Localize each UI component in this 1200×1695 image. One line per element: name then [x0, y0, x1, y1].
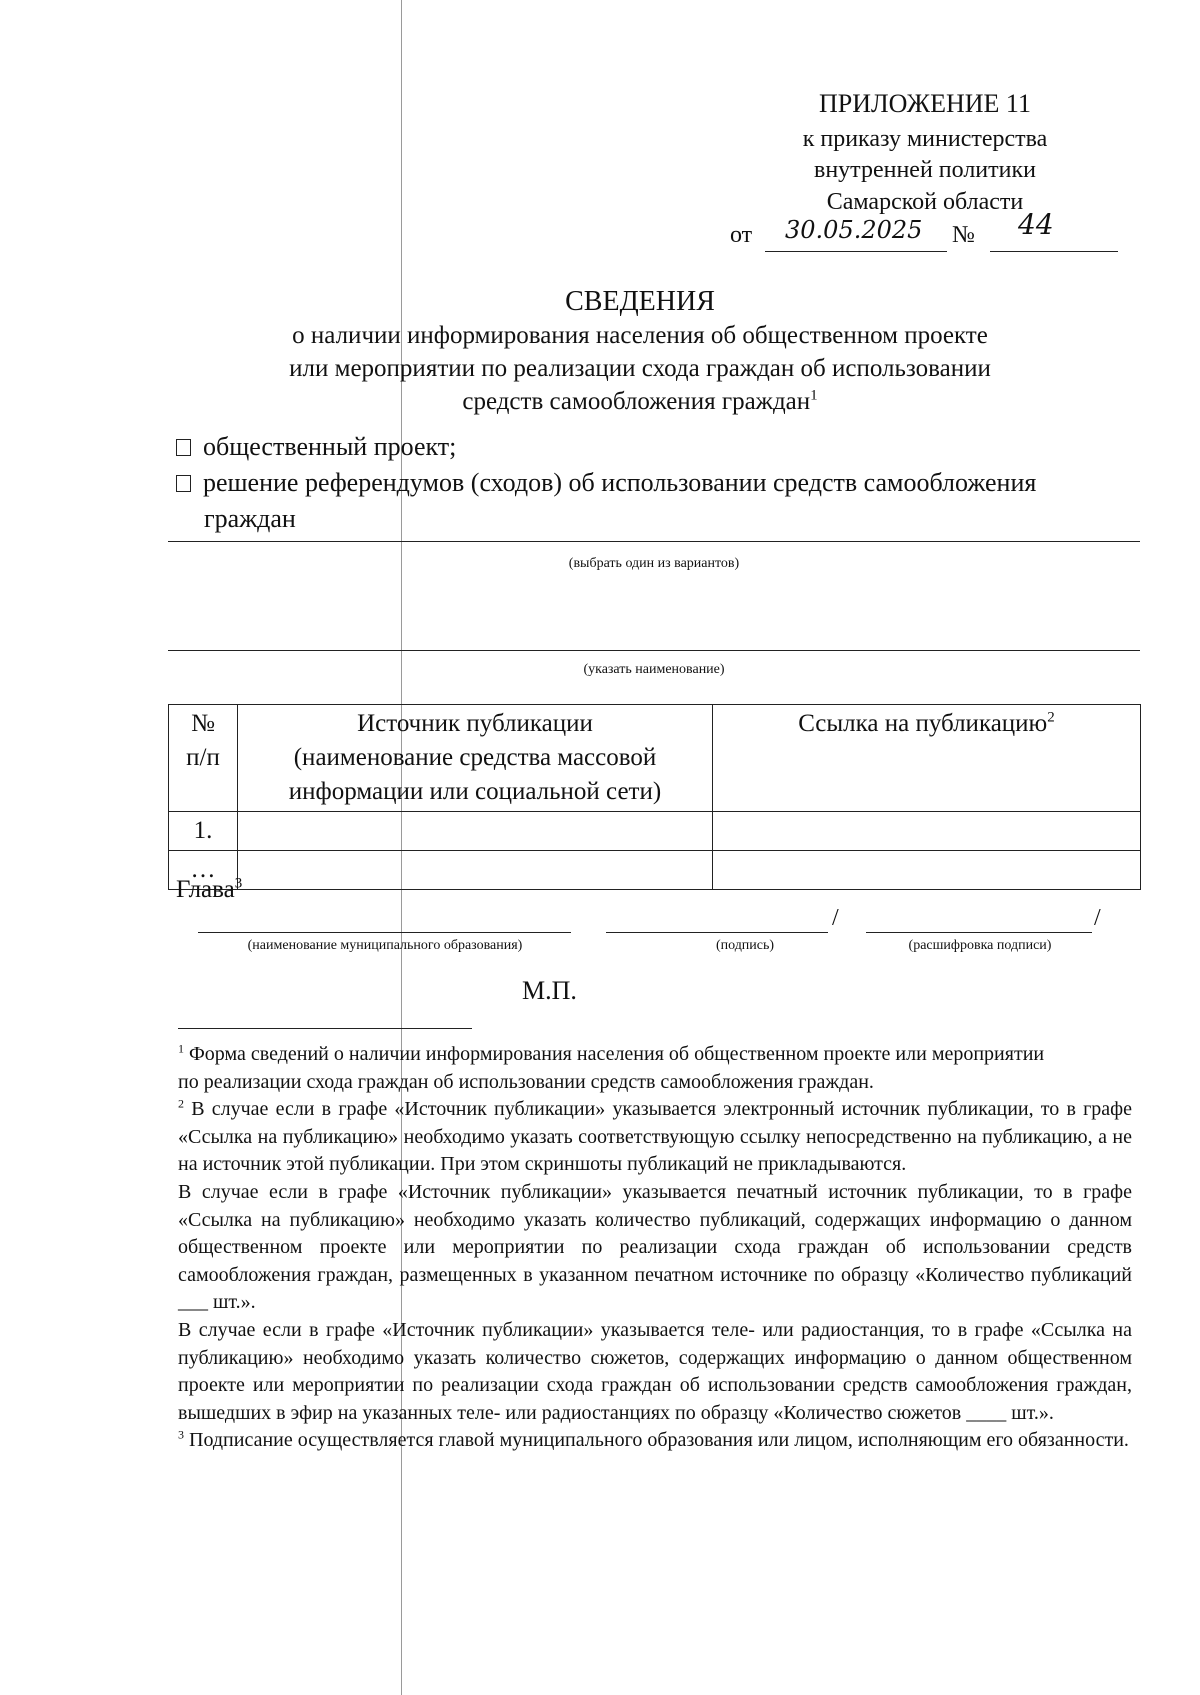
- footnote-1: $^1$ Форма сведений о наличии информирования населения об общественном проекте или мероприятии: [178, 1041, 1045, 1065]
- publications-table: [168, 704, 1141, 890]
- municipality-line: [198, 932, 571, 933]
- name-caption: (указать наименование): [583, 662, 725, 677]
- header-link: Ссылка на публикацию$^2$: [713, 705, 1141, 812]
- footnote-3: $^3$ Подписание осуществляется главой муниципального образования или лицом, исполняющим его обязанности.: [178, 1427, 1129, 1452]
- row-number: …: [169, 851, 238, 890]
- footnote-separator: [178, 1028, 472, 1029]
- document-title: СВЕДЕНИЯ: [565, 286, 715, 317]
- municipality-caption: (наименование муниципального образования): [247, 938, 523, 953]
- slash-2: /: [1094, 905, 1101, 931]
- option-referendum-decision[interactable]: решение референдумов (сходов) об использовании средств самообложения: [176, 466, 1036, 500]
- row-source-cell[interactable]: [238, 812, 713, 851]
- decryption-line: [866, 932, 1092, 933]
- checkbox-referendum-decision[interactable]: [176, 475, 191, 492]
- footnotes: [178, 1041, 1132, 1455]
- handwritten-number: 44: [1018, 208, 1054, 241]
- footnote-2-broadcast: В случае если в графе «Источник публикации» указывается теле- или радиостанция, то в графе «Ссылка на публикацию» необходимо указать количество сюжетов, содержащих информацию о данном общественном проекте или мероприятии по реализации схода граждан об использовании средств самообложения граждан, вышедших в эфир на указанных теле- или радиостанциях по образцу «Количество сюжетов ____ шт.».: [178, 1318, 1132, 1424]
- subtitle-line-3: средств самообложения граждан$^1$: [462, 387, 818, 415]
- decryption-caption: (расшифровка подписи): [908, 938, 1052, 953]
- table-row: [169, 812, 1141, 851]
- signature-line: [606, 932, 828, 933]
- row-link-cell[interactable]: [713, 812, 1141, 851]
- number-label: №: [952, 222, 975, 248]
- number-underline: [990, 251, 1118, 252]
- footnote-1-cont: по реализации схода граждан об использовании средств самообложения граждан.: [178, 1070, 874, 1093]
- slash-1: /: [832, 905, 839, 931]
- table-header-row: [169, 705, 1141, 812]
- from-label: от: [730, 222, 753, 248]
- stamp-place: М.П.: [522, 976, 577, 1005]
- row-source-cell[interactable]: [238, 851, 713, 890]
- head-label: Глава$^3$: [176, 875, 243, 903]
- appendix-title: ПРИЛОЖЕНИЕ 11: [819, 89, 1031, 118]
- subtitle-line-2: или мероприятии по реализации схода граждан об использовании: [289, 355, 991, 382]
- choose-line: [168, 541, 1140, 542]
- date-underline: [765, 251, 947, 252]
- footnote-2-print: В случае если в графе «Источник публикации» указывается печатный источник публикации, то в графе «Ссылка на публикацию» необходимо указать количество публикаций, содержащих информацию о данном общественном проекте или мероприятии по реализации схода граждан об использовании средств самообложения граждан, размещенных в указанном печатном источнике по образцу «Количество публикаций ___ шт.».: [178, 1180, 1132, 1314]
- header-source: Источник публикации (наименование средства массовой информации или социальной сети): [238, 705, 713, 812]
- appendix-line-3: Самарской области: [826, 189, 1024, 215]
- appendix-line-1: к приказу министерства: [802, 126, 1048, 152]
- option-public-project[interactable]: общественный проект;: [176, 430, 456, 464]
- row-link-cell[interactable]: [713, 851, 1141, 890]
- name-line: [168, 650, 1140, 651]
- header-number: № п/п: [169, 705, 238, 812]
- footnote-2: $^2$ В случае если в графе «Источник публикации» указывается электронный источник публикации, то в графе «Ссылка на публикацию» необходимо указать соответствующую ссылку непосредственно на публикацию, а не на источник этой публикации. При этом скриншоты публикаций не прикладываются.: [178, 1096, 1132, 1176]
- choose-caption: (выбрать один из вариантов): [568, 556, 740, 571]
- handwritten-date: 30.05.2025: [785, 216, 923, 244]
- appendix-line-2: внутренней политики: [814, 157, 1036, 183]
- option-referendum-decision-cont: граждан: [204, 504, 296, 533]
- table-row: [169, 851, 1141, 890]
- subtitle-line-1: о наличии информирования населения об общественном проекте: [292, 322, 988, 349]
- row-number: 1.: [169, 812, 238, 851]
- checkbox-public-project[interactable]: [176, 439, 191, 456]
- signature-caption: (подпись): [715, 938, 775, 953]
